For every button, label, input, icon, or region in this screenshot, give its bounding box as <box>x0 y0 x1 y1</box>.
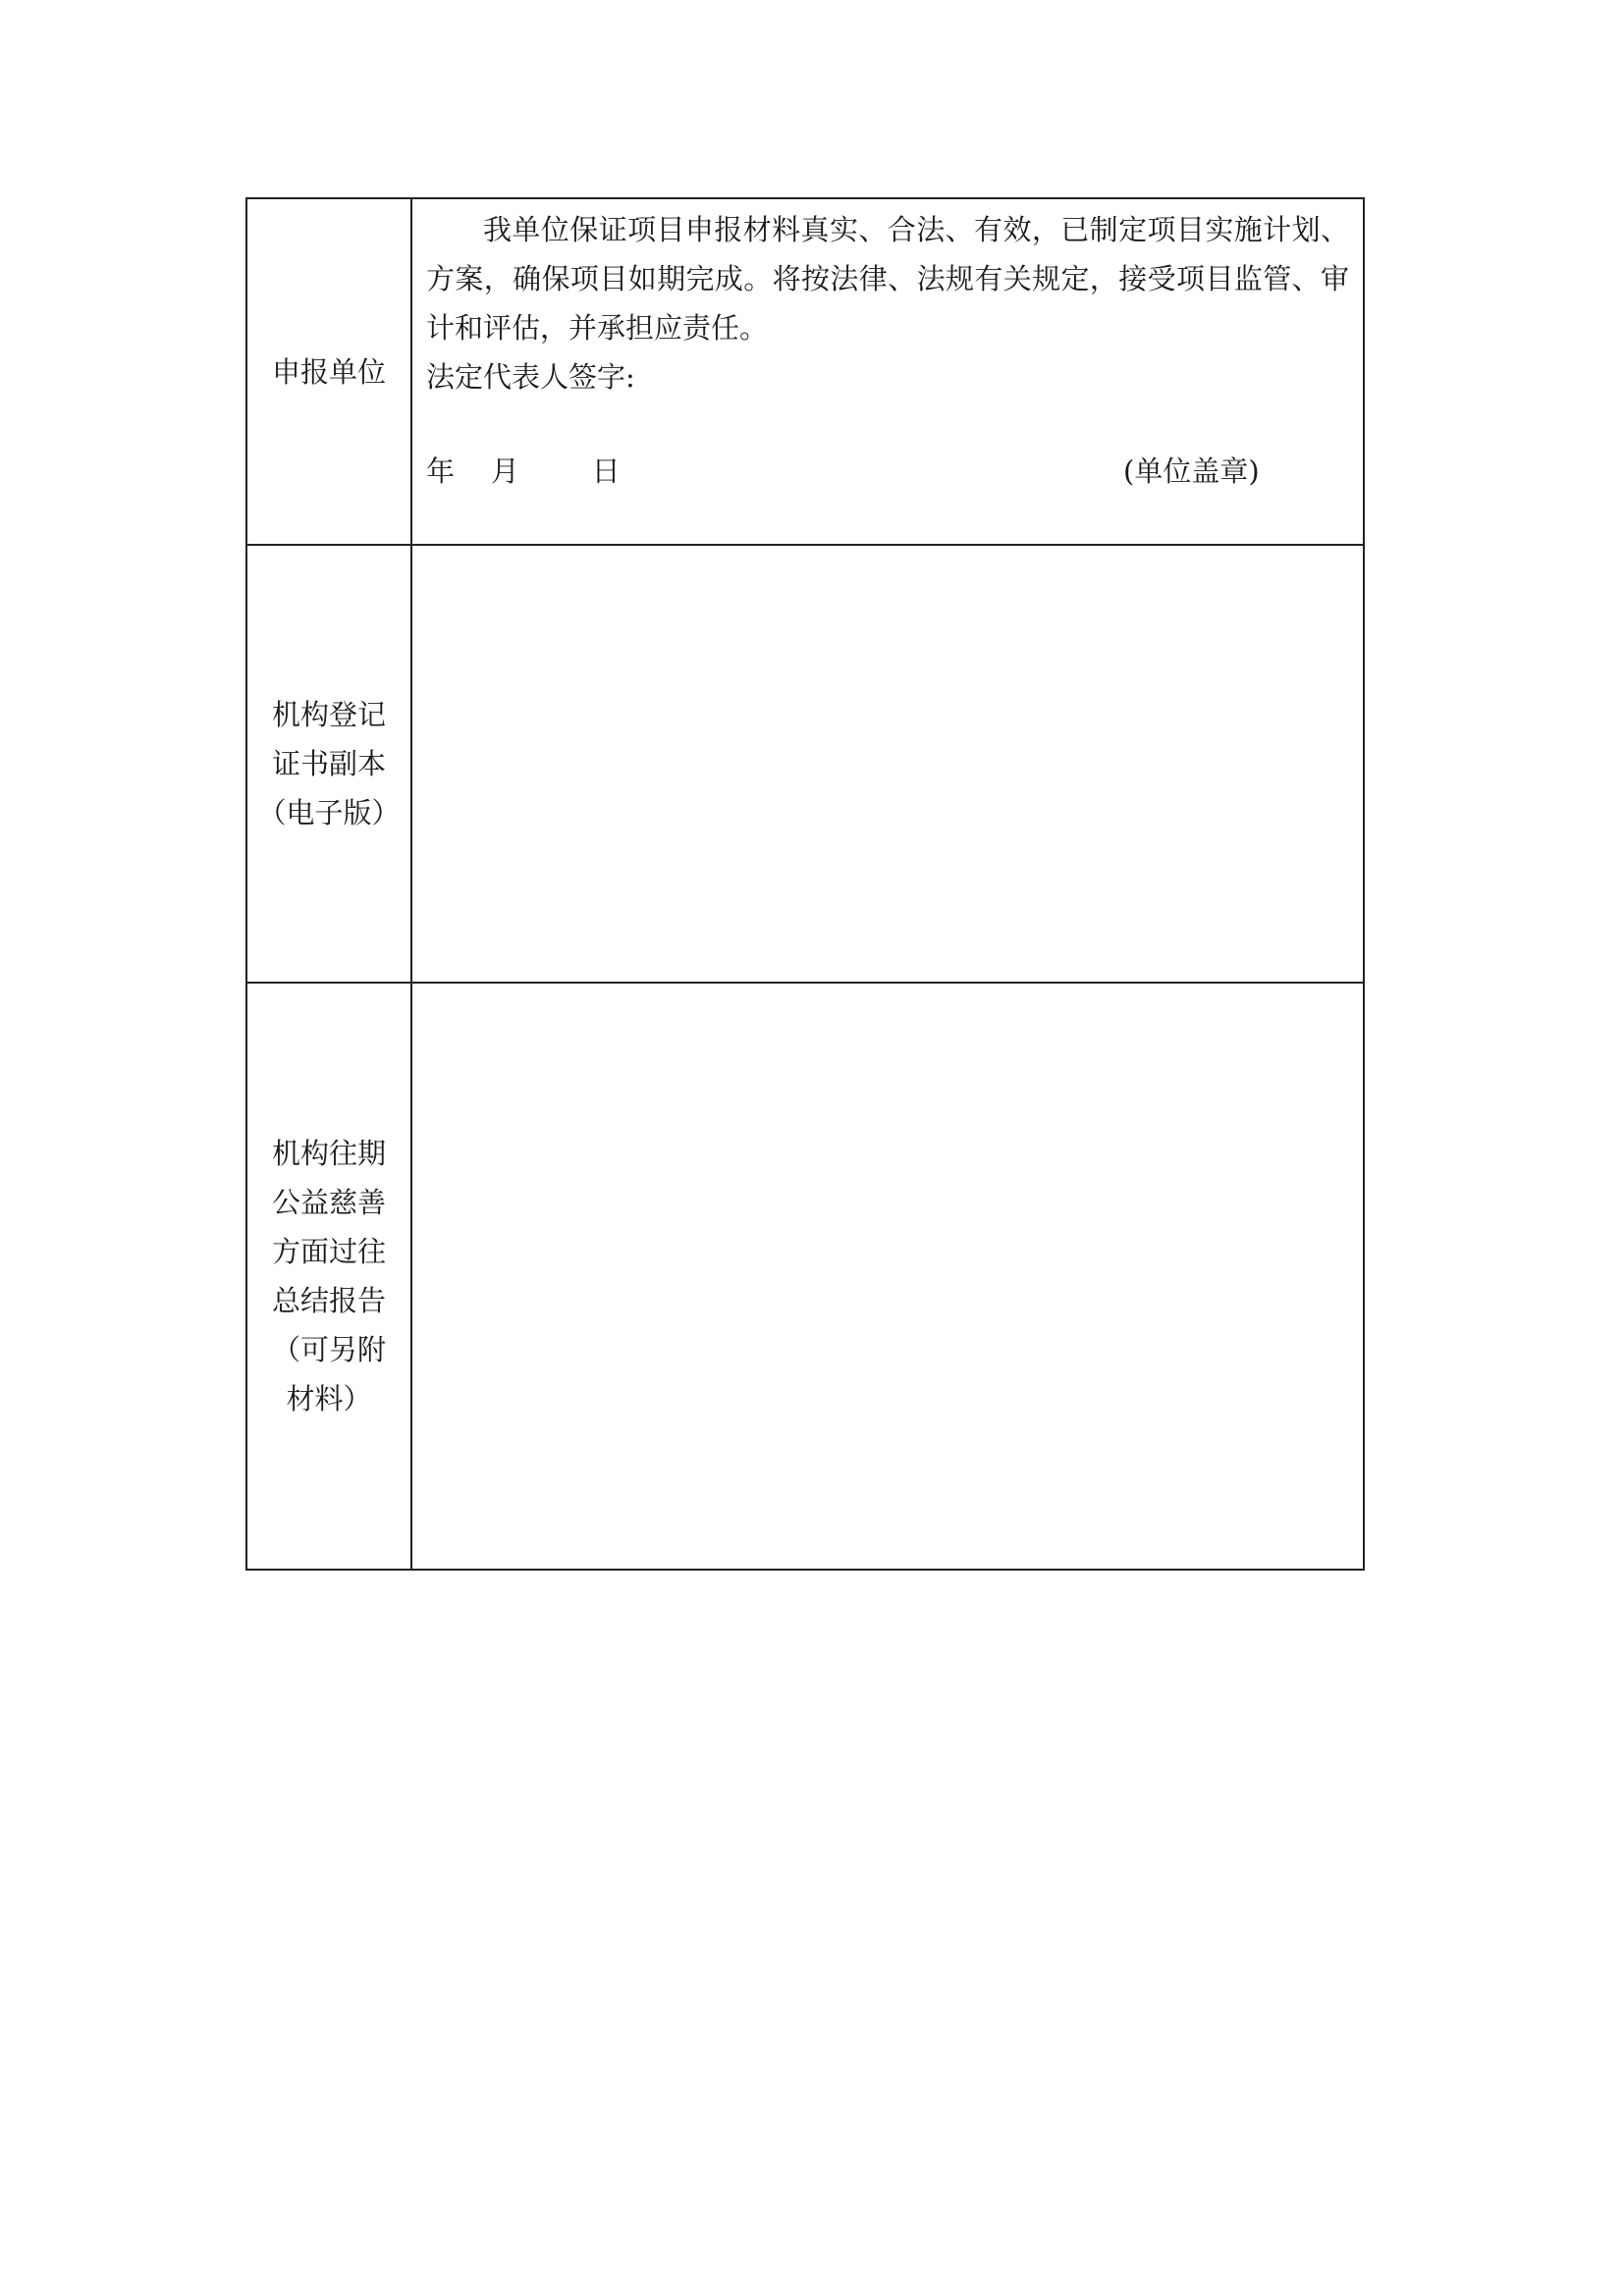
report-label-line: 总结报告 <box>271 1284 386 1317</box>
report-label-line: 方面过往 <box>271 1235 386 1268</box>
report-label-line: 机构往期 <box>271 1137 386 1170</box>
certificate-label-line: （电子版） <box>257 796 401 829</box>
report-label-line: 公益慈善 <box>271 1186 386 1219</box>
applicant-content-cell <box>411 198 1364 545</box>
seal-label: (单位盖章) <box>1123 454 1260 488</box>
certificate-label-line: 证书副本 <box>271 747 386 780</box>
signature-label: 法定代表人签字: <box>426 360 635 394</box>
table-row-report <box>246 983 1364 1570</box>
report-label-line: （可另附 <box>271 1333 386 1366</box>
date-seal-row <box>426 447 1349 496</box>
application-form-table <box>245 197 1365 1571</box>
date-placeholder: 年 月 日 <box>426 454 621 488</box>
certificate-label-cell <box>246 545 411 983</box>
table-row-applicant <box>246 198 1364 545</box>
report-content-cell <box>411 983 1364 1570</box>
applicant-label-cell <box>246 198 411 545</box>
report-label-cell <box>246 983 411 1570</box>
certificate-label-line: 机构登记 <box>271 698 386 731</box>
table-row-certificate <box>246 545 1364 983</box>
declaration-text: 我单位保证项目申报材料真实、合法、有效，已制定项目实施计划、方案，确保项目如期完成。将按法律、法规有关规定，接受项目监管、审计和评估，并承担应责任。 <box>426 213 1349 345</box>
report-label-line: 材料） <box>286 1382 372 1415</box>
applicant-label: 申报单位 <box>271 354 386 389</box>
certificate-content-cell <box>411 545 1364 983</box>
